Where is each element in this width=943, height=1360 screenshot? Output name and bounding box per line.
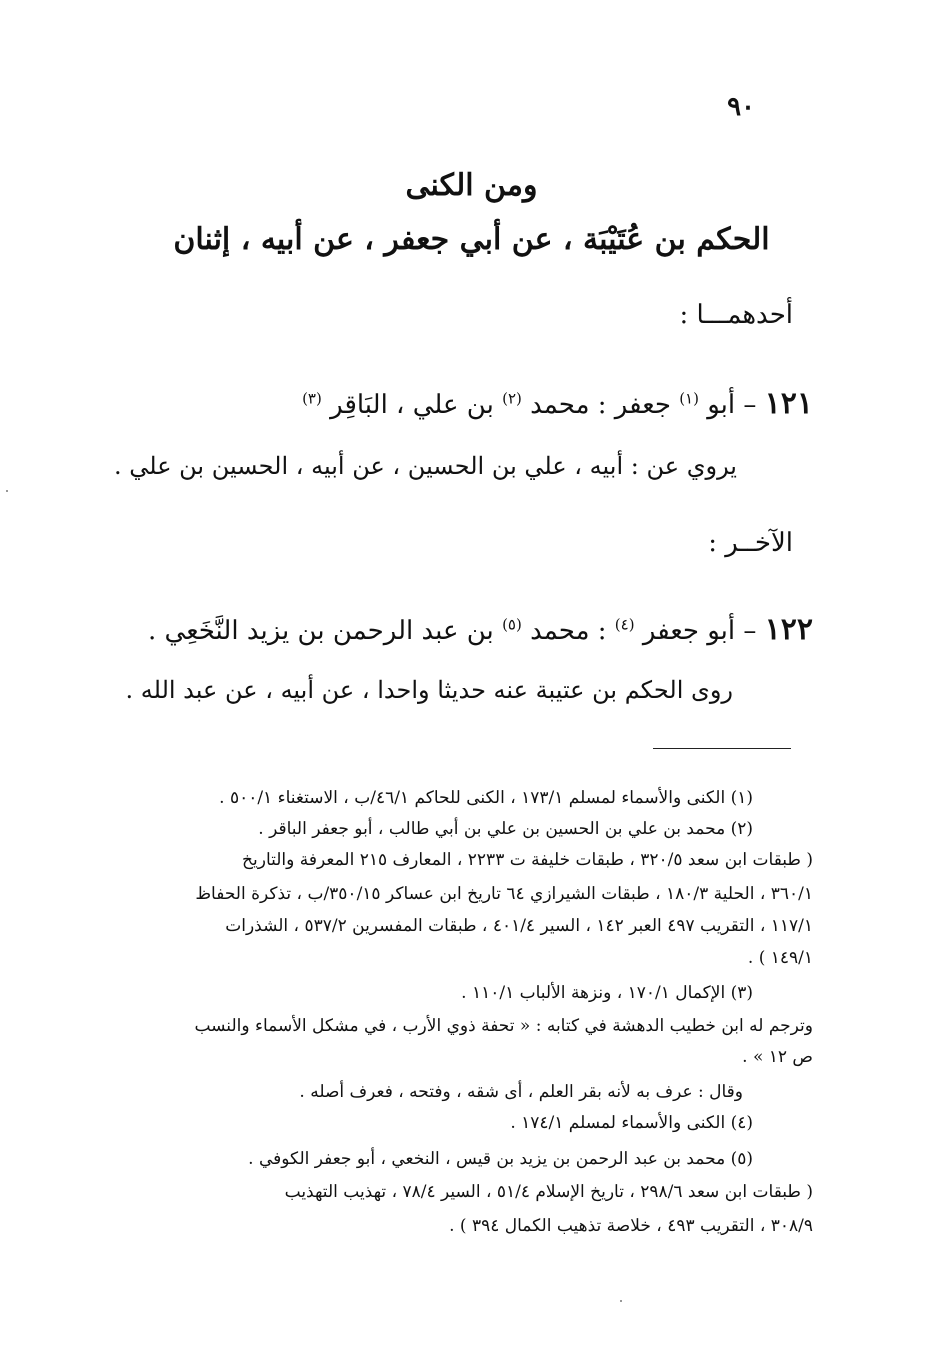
footnote-3-line-2: ص ١٢ » . [742, 1047, 813, 1067]
entry-121-number: ١٢١ [764, 386, 813, 421]
entry-122-text: روى الحكم بن عتيبة عنه حديثا واحدا ، عن أبيه ، عن عبد الله . [125, 676, 733, 704]
footnote-3-line-3: وقال : عرف به لأنه بقر العلم ، أى شقه ، وفتحه ، فعرف أصله . [299, 1082, 743, 1102]
footnote-ref-5: (٥) [502, 615, 522, 634]
scan-speck [6, 490, 8, 492]
chapter-subheading: الحكم بن عُتَيْبَة ، عن أبي جعفر ، عن أبيه ، إثنان [173, 222, 770, 257]
footnote-5-line-1: ( طبقات ابن سعد ٢٩٨/٦ ، تاريخ الإسلام ٥١/٤ ، السير ٧٨/٤ ، تهذيب التهذيب [284, 1182, 813, 1202]
footnote-2-line-4: ١٤٩/١ ) . [747, 948, 813, 968]
footnote-ref-1: (١) [679, 389, 699, 408]
chapter-heading: ومن الكنى [405, 168, 538, 203]
entry-122 [148, 612, 813, 647]
section-first-label: أحدهمـــا : [679, 300, 793, 330]
footnote-3-line-1: وترجم له ابن خطيب الدهشة في كتابه : « تحفة ذوي الأرب ، في مشكل الأسماء والنسب [194, 1016, 813, 1036]
footnote-2-line-1: ( طبقات ابن سعد ٣٢٠/٥ ، طبقات خليفة ت ٢٢٣٣ ، المعارف ٢١٥ المعرفة والتاريخ [242, 850, 813, 870]
entry-122-word-2: : محمد [521, 616, 615, 646]
entry-122-word-1: أبو جعفر [634, 616, 736, 646]
entry-121-text: يروي عن : أبيه ، علي بن الحسين ، عن أبيه ، الحسين بن علي . [113, 452, 737, 480]
section-other-label: الآخــر : [708, 528, 793, 558]
footnote-5: (٥) محمد بن عبد الرحمن بن يزيد بن قيس ، النخعي ، أبو جعفر الكوفي . [248, 1149, 753, 1169]
footnote-2: (٢) محمد بن علي بن الحسين بن علي بن أبي طالب ، أبو جعفر الباقر . [258, 819, 753, 839]
entry-122-word-3: بن عبد الرحمن بن يزيد النَّخَعِي . [148, 616, 503, 646]
footnote-5-line-2: ٣٠٨/٩ ، التقريب ٤٩٣ ، خلاصة تذهيب الكمال ٣٩٤ ) . [449, 1216, 813, 1236]
scan-speck [620, 1300, 622, 1302]
footnote-2-line-2: ٣٦٠/١ ، الحلية ١٨٠/٣ ، طبقات الشيرازي ٦٤ تاريخ ابن عساكر ٣٥٠/١٥/ب ، تذكرة الحفاظ [195, 884, 813, 904]
entry-121-word-1: أبو [698, 390, 736, 420]
entry-121 [302, 386, 813, 421]
footnote-3: (٣) الإكمال ١٧٠/١ ، ونزهة الألباب ١١٠/١ . [461, 983, 753, 1003]
footnote-2-line-3: ١١٧/١ ، التقريب ٤٩٧ العبر ١٤٢ ، السير ٤٠١/٤ ، طبقات المفسرين ٥٣٧/٢ ، الشذرات [225, 916, 813, 936]
entry-121-word-3: بن علي ، البَاقِر [321, 390, 503, 420]
entry-121-dash: – [735, 390, 765, 420]
footnote-ref-2: (٢) [502, 389, 522, 408]
entry-121-word-2: جعفر : محمد [521, 390, 680, 420]
entry-122-number: ١٢٢ [764, 612, 813, 647]
footnote-1: (١) الكنى والأسماء لمسلم ١٧٣/١ ، الكنى للحاكم ٤٦/١/ب ، الاستغناء ٥٠٠/١ . [219, 788, 753, 808]
entry-122-dash: – [735, 616, 765, 646]
footnote-4: (٤) الكنى والأسماء لمسلم ١٧٤/١ . [510, 1113, 753, 1133]
footnote-divider [653, 748, 791, 749]
footnote-ref-4: (٤) [614, 615, 635, 634]
page-number: ٩٠ [727, 92, 755, 122]
footnote-ref-3: (٣) [302, 389, 322, 408]
